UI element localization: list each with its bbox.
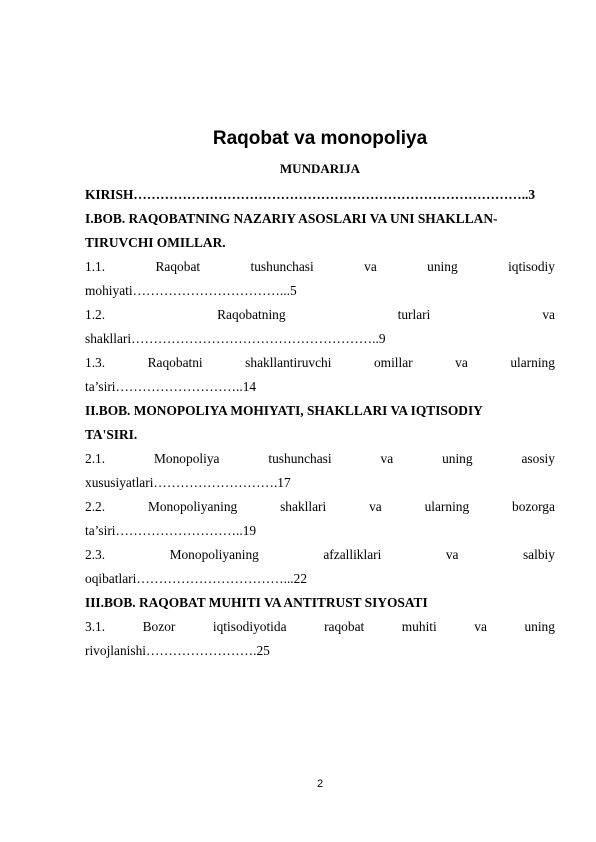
toc-word: uning [442, 451, 473, 466]
toc-word: raqobat [324, 619, 365, 634]
toc-heading: MUNDARIJA [279, 161, 361, 176]
toc-word: va [474, 619, 487, 634]
toc-word: va [364, 259, 377, 274]
toc-word: 1.1. [85, 259, 106, 274]
toc-word: va [455, 355, 468, 370]
toc-word: iqtisodiy [508, 259, 555, 274]
toc-word: iqtisodiyotida [212, 619, 287, 634]
toc-word: Raqobatning [217, 307, 286, 322]
toc-word: va [380, 451, 394, 466]
toc-entry-1-2-line1 [85, 303, 555, 327]
toc-chapter-2-line2: TA'SIRI. [85, 427, 138, 442]
toc-entry-1-3-line1 [85, 351, 555, 375]
toc-word: Raqobatni [147, 355, 203, 370]
toc-word: 2.3. [85, 547, 106, 562]
toc-entry-2-3-line2: oqibatlari……………………………...22 [85, 571, 308, 586]
toc-word: Monopoliya [154, 451, 220, 466]
toc-word: turlari [397, 307, 431, 322]
toc-entry-intro: KIRISH……………………………………………………………………………..3 [85, 187, 536, 202]
toc-word: 3.1. [85, 619, 106, 634]
toc-chapter-1-line1: I.BOB. RAQOBATNING NAZARIY ASOSLARI VA UNI SHAKLLAN- [85, 211, 498, 226]
toc-word: uning [524, 619, 555, 634]
toc-word: bozorga [512, 499, 555, 514]
toc-entry-3-1-line1 [85, 615, 555, 639]
toc-word: ularning [424, 499, 470, 514]
toc-entry-2-3-line1 [85, 543, 555, 567]
toc-word: shakllantiruvchi [245, 355, 332, 370]
toc-word: asosiy [521, 451, 555, 466]
toc-entry-1-1-line1 [85, 255, 555, 279]
toc-word: omillar [373, 355, 413, 370]
toc-chapter-2-line1: II.BOB. MONOPOLIYA MOHIYATI, SHAKLLARI VA IQTISODIY [85, 403, 483, 418]
toc-entry-2-1-line2: xususiyatlari……………………….17 [85, 475, 291, 490]
toc-word: Bozor [142, 619, 176, 634]
toc-word: Monopoliyaning [169, 547, 259, 562]
toc-word: afzalliklari [323, 547, 382, 562]
table-of-contents [85, 183, 555, 663]
page-number: 2 [316, 778, 324, 790]
toc-chapter-1-line2: TIRUVCHI OMILLAR. [85, 235, 226, 250]
toc-word: uning [427, 259, 458, 274]
toc-word: 1.3. [85, 355, 106, 370]
toc-word: 2.1. [85, 451, 106, 466]
toc-word: ularning [510, 355, 555, 370]
toc-word: muhiti [401, 619, 437, 634]
toc-entry-2-2-line1 [85, 495, 555, 519]
toc-chapter-3: III.BOB. RAQOBAT MUHITI VA ANTITRUST SIYOSATI [85, 595, 428, 610]
toc-entry-2-1-line1 [85, 447, 555, 471]
toc-word: va [445, 547, 459, 562]
toc-word: 2.2. [85, 499, 106, 514]
toc-word: salbiy [522, 547, 555, 562]
toc-entry-1-1-line2: mohiyati……………………………...5 [85, 283, 297, 298]
toc-word: tushunchasi [250, 259, 314, 274]
toc-word: va [369, 499, 382, 514]
toc-word: Raqobat [155, 259, 201, 274]
toc-word: va [542, 307, 555, 322]
toc-entry-1-3-line2: ta’siri………………………..14 [85, 379, 257, 394]
toc-word: 1.2. [85, 307, 106, 322]
toc-word: tushunchasi [268, 451, 332, 466]
toc-entry-3-1-line2: rivojlanishi…………………….25 [85, 643, 270, 658]
toc-entry-2-2-line2: ta’siri………………………..19 [85, 523, 257, 538]
toc-word: shakllari [280, 499, 327, 514]
toc-word: Monopoliyaning [147, 499, 238, 514]
toc-entry-1-2-line2: shakllari………………………………………………..9 [85, 331, 386, 346]
document-title: Raqobat va monopoliya [212, 128, 428, 149]
